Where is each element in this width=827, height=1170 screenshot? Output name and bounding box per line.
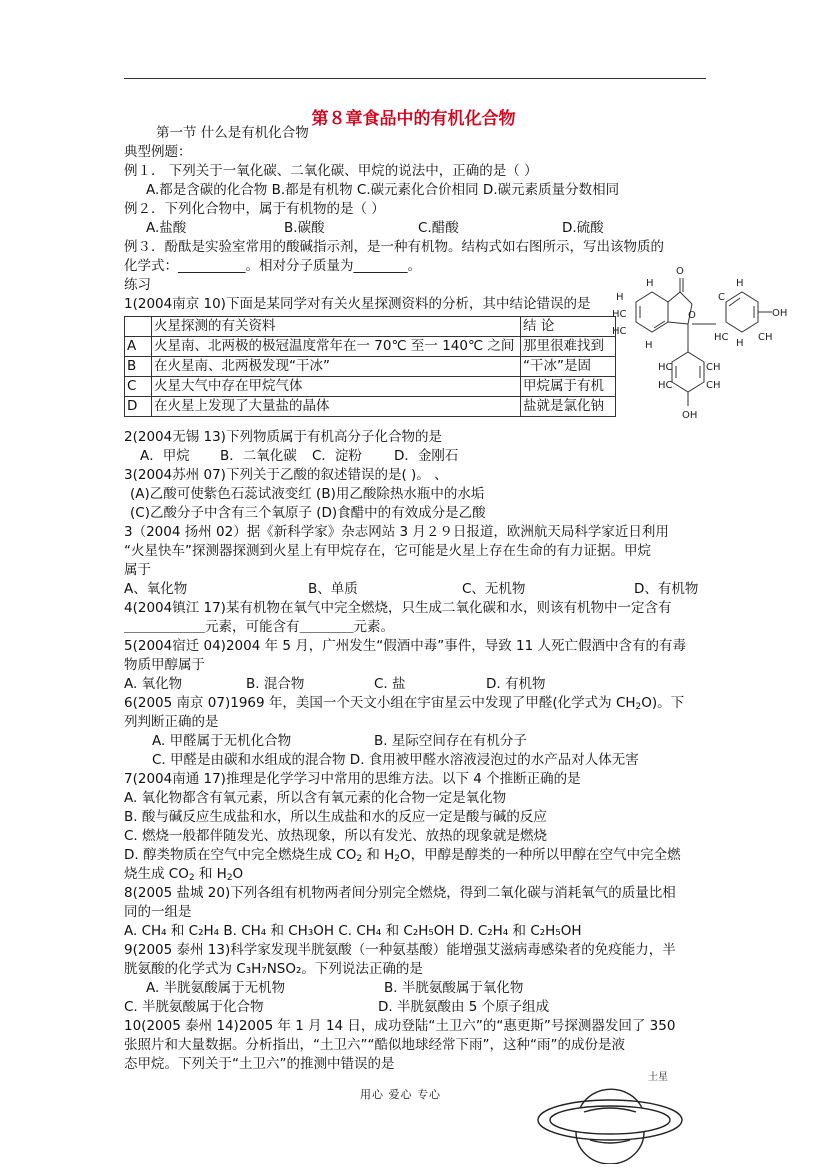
practice-8-options: A. CH₄ 和 C₂H₄ B. CH₄ 和 CH₃OH C. CH₄ 和 C₂H₅OH D. C₂H₄ 和 C₂H₅OH — [124, 923, 582, 939]
structure-atom-label: O — [688, 310, 696, 321]
table-header-conclusion: 结 论 — [521, 317, 616, 337]
examples-heading: 典型例题： — [124, 144, 192, 160]
practice-7-option-a: A. 氧化物都含有氧元素，所以含有氧元素的化合物一定是氧化物 — [124, 790, 507, 806]
example-2-option-d: D.硫酸 — [562, 220, 604, 236]
practice-7-option-c: C. 燃烧一般都伴随发光、放热现象，所以有发光、放热的现象就是燃烧 — [124, 828, 548, 844]
table-row-conclusion: “干冰”是固 — [521, 357, 616, 377]
practice-9-line-1: 9(2005 泰州 13)科学家发现半胱氨酸（一种氨基酸）能增强艾滋病毒感染者的免疫能力，半 — [124, 942, 676, 958]
structure-atom-label: CH — [706, 380, 721, 391]
practice-3b-option-b: B、单质 — [308, 581, 358, 597]
table-row-info: 在火星南、北两极发现“干冰” — [152, 357, 521, 377]
example-2-option-c: C.醋酸 — [418, 220, 459, 236]
structure-atom-label: H — [616, 292, 624, 303]
table-row — [125, 357, 616, 377]
example-2-option-a: A.盐酸 — [146, 220, 187, 236]
table-row-key: C — [125, 377, 152, 397]
practice-1-question: 1(2004南京 10)下面是某同学对有关火星探测资料的分析，其中结论错误的是 — [124, 296, 591, 312]
practice-9-option-d: D. 半胱氨酸由 5 个原子组成 — [378, 999, 550, 1015]
section-heading: 第一节 什么是有机化合物 — [156, 125, 309, 141]
practice-7-question: 7(2004南通 17)推理是化学学习中常用的思维方法。以下 4 个推断正确的是 — [124, 771, 581, 787]
example-2-option-b: B.碳酸 — [284, 220, 325, 236]
structure-atom-label: CH — [758, 332, 773, 343]
practice-2-question: 2(2004无锡 13)下列物质属于有机高分子化合物的是 — [124, 429, 442, 445]
page-footer: 用心 爱心 专心 — [360, 1088, 441, 1101]
practice-6-option-b: B. 星际空间存在有机分子 — [374, 733, 527, 749]
practice-10-line-2: 张照片和大量数据。分析指出，“土卫六”“酷似地球经常下雨”，这种“雨”的成份是液 — [124, 1037, 625, 1053]
saturn-illustration — [530, 1064, 700, 1164]
table-row-key: D — [125, 397, 152, 417]
table-row-info: 火星南、北两极的极冠温度常年在一 70℃ 至一 140℃ 之间 — [152, 337, 521, 357]
practice-6-option-a: A. 甲醛属于无机化合物 — [152, 733, 292, 749]
practice-5-line-1: 5(2004宿迁 04)2004 年 5 月，广州发生“假酒中毒”事件，导致 11 人死亡假酒中含有的有毒 — [124, 638, 687, 654]
structure-atom-label: OH — [682, 410, 698, 421]
example-2-question: 例２．下列化合物中，属于有机物的是（ ） — [124, 201, 385, 217]
table-row-conclusion: 盐就是氯化钠 — [521, 397, 616, 417]
structure-atom-label: HC — [612, 326, 627, 337]
structure-atom-label: OH — [772, 308, 788, 319]
example-1-options: A.都是含碳的化合物 B.都是有机物 C.碳元素化合价相同 D.碳元素质量分数相同 — [146, 182, 620, 198]
practice-9-option-a: A. 半胱氨酸属于无机物 — [146, 980, 286, 996]
structure-atom-label: HC — [612, 309, 627, 320]
practice-6-line-2: 列判断正确的是 — [124, 714, 219, 730]
structure-atom-label: O — [676, 266, 684, 277]
practice-7-option-d-line-2: 烧生成 $CO_2$ 和 $H_2O$ — [124, 866, 244, 883]
structure-atom-label: H — [736, 278, 744, 289]
practice-9-option-b: B. 半胱氨酸属于氧化物 — [384, 980, 524, 996]
practice-5-option-b: B. 混合物 — [246, 676, 305, 692]
example-3-line-2: 化学式：__________。相对分子质量为________。 — [124, 258, 421, 274]
table-row — [125, 337, 616, 357]
structure-atom-label: H — [645, 340, 653, 351]
practice-3b-line-2: “火星快车”探测器探测到火星上有甲烷存在，它可能是火星上存在生命的有力证据。甲烷 — [124, 543, 651, 559]
practice-9-line-2: 胱氨酸的化学式为 C₃H₇NSO₂。下列说法正确的是 — [124, 961, 423, 977]
header-rule — [124, 78, 706, 79]
practice-4-line-2: ＿＿＿＿＿＿元素，可能含有＿＿＿＿元素。 — [124, 619, 394, 635]
practice-3b-line-3: 属于 — [124, 562, 151, 578]
structure-atom-label: HC — [714, 332, 729, 343]
practice-7-option-d-line-1: D. 醇类物质在空气中完全燃烧生成 $CO_2$ 和 $H_2O$，甲醇是醇类的一种所以甲醇在空气中完全燃 — [124, 847, 681, 864]
practice-10-line-3: 态甲烷。下列关于“土卫六”的推测中错误的是 — [124, 1056, 395, 1072]
example-3-line-1: 例３．酚酞是实验室常用的酸碱指示剂，是一种有机物。结构式如右图所示，写出该物质的 — [124, 239, 664, 255]
table-row-conclusion: 那里很难找到 — [521, 337, 616, 357]
table-row — [125, 397, 616, 417]
practice-7-option-b: B. 酸与碱反应生成盐和水，所以生成盐和水的反应一定是酸与碱的反应 — [124, 809, 547, 825]
practice-5-option-a: A. 氧化物 — [124, 676, 183, 692]
structure-atom-label: HC — [658, 362, 673, 373]
practice-3b-line-1: 3（2004 扬州 02）据《新科学家》杂志网站 3 月２９日报道，欧洲航天局科学家近日利用 — [124, 524, 669, 540]
practice-2-option-b: B．二氧化碳 — [220, 448, 297, 464]
table-row-key: B — [125, 357, 152, 377]
practice-9-option-c: C. 半胱氨酸属于化合物 — [124, 999, 264, 1015]
saturn-label: 土星 — [648, 1072, 668, 1083]
practice-2-option-a: A．甲烷 — [140, 448, 190, 464]
practice-5-line-2: 物质甲醇属于 — [124, 657, 205, 673]
practice-3b-option-c: C、无机物 — [462, 581, 526, 597]
table-header-info: 火星探测的有关资料 — [152, 317, 521, 337]
practice-6-options-cd: C. 甲醛是由碳和水组成的混合物 D. 食用被甲醛水溶液浸泡过的水产品对人体无害 — [152, 752, 639, 768]
practice-8-line-2: 同的一组是 — [124, 904, 192, 920]
table-row-conclusion: 甲烷属于有机 — [521, 377, 616, 397]
practice-10-line-1: 10(2005 泰州 14)2005 年 1 月 14 日，成功登陆“土卫六”的“惠更斯”号探测器发回了 350 — [124, 1018, 676, 1034]
table-cell — [125, 317, 152, 337]
practice-3-options-cd: (C)乙酸分子中含有三个氧原子 (D)食醋中的有效成分是乙酸 — [130, 505, 486, 521]
structure-atom-label: CH — [706, 362, 721, 373]
structure-atom-label: C — [718, 292, 725, 303]
practice-2-option-c: C．淀粉 — [312, 448, 362, 464]
practice-3b-option-d: D、有机物 — [634, 581, 699, 597]
practice-heading: 练习 — [124, 277, 151, 293]
table-row-key: A — [125, 337, 152, 357]
table-header-row — [125, 317, 616, 337]
table-row-info: 在火星上发现了大量盐的晶体 — [152, 397, 521, 417]
practice-5-option-d: D. 有机物 — [486, 676, 546, 692]
example-1-question: 例１． 下列关于一氧化碳、二氧化碳、甲烷的说法中，正确的是（ ） — [124, 163, 538, 179]
structure-atom-label: HC — [658, 380, 673, 391]
structure-atom-label: H — [646, 278, 654, 289]
mars-data-table — [124, 316, 616, 417]
practice-8-line-1: 8(2005 盐城 20)下列各组有机物两者间分别完全燃烧，得到二氧化碳与消耗氧气的质量比相 — [124, 885, 676, 901]
phenolphthalein-structure-diagram — [608, 262, 804, 426]
table-row — [125, 377, 616, 397]
practice-3-question: 3(2004苏州 07)下列关于乙酸的叙述错误的是( )。 、 — [124, 467, 448, 483]
structure-atom-label: H — [736, 338, 744, 349]
practice-3b-option-a: A、氧化物 — [124, 581, 188, 597]
practice-2-option-d: D．金刚石 — [394, 448, 459, 464]
table-row-info: 火星大气中存在甲烷气体 — [152, 377, 521, 397]
practice-5-option-c: C. 盐 — [374, 676, 406, 692]
practice-3-options-ab: (A)乙酸可使紫色石蕊试液变红 (B)用乙酸除热水瓶中的水垢 — [130, 486, 485, 502]
practice-6-line-1: 6(2005 南京 07)1969 年，美国一个天文小组在宇宙星云中发现了甲醛(化学式为 $CH_2O$)。下 — [124, 695, 685, 712]
page-title: 第８章食品中的有机化合物 — [311, 109, 516, 129]
practice-4-line-1: 4(2004镇江 17)某有机物在氧气中完全燃烧，只生成二氧化碳和水，则该有机物中一定含有 — [124, 600, 672, 616]
